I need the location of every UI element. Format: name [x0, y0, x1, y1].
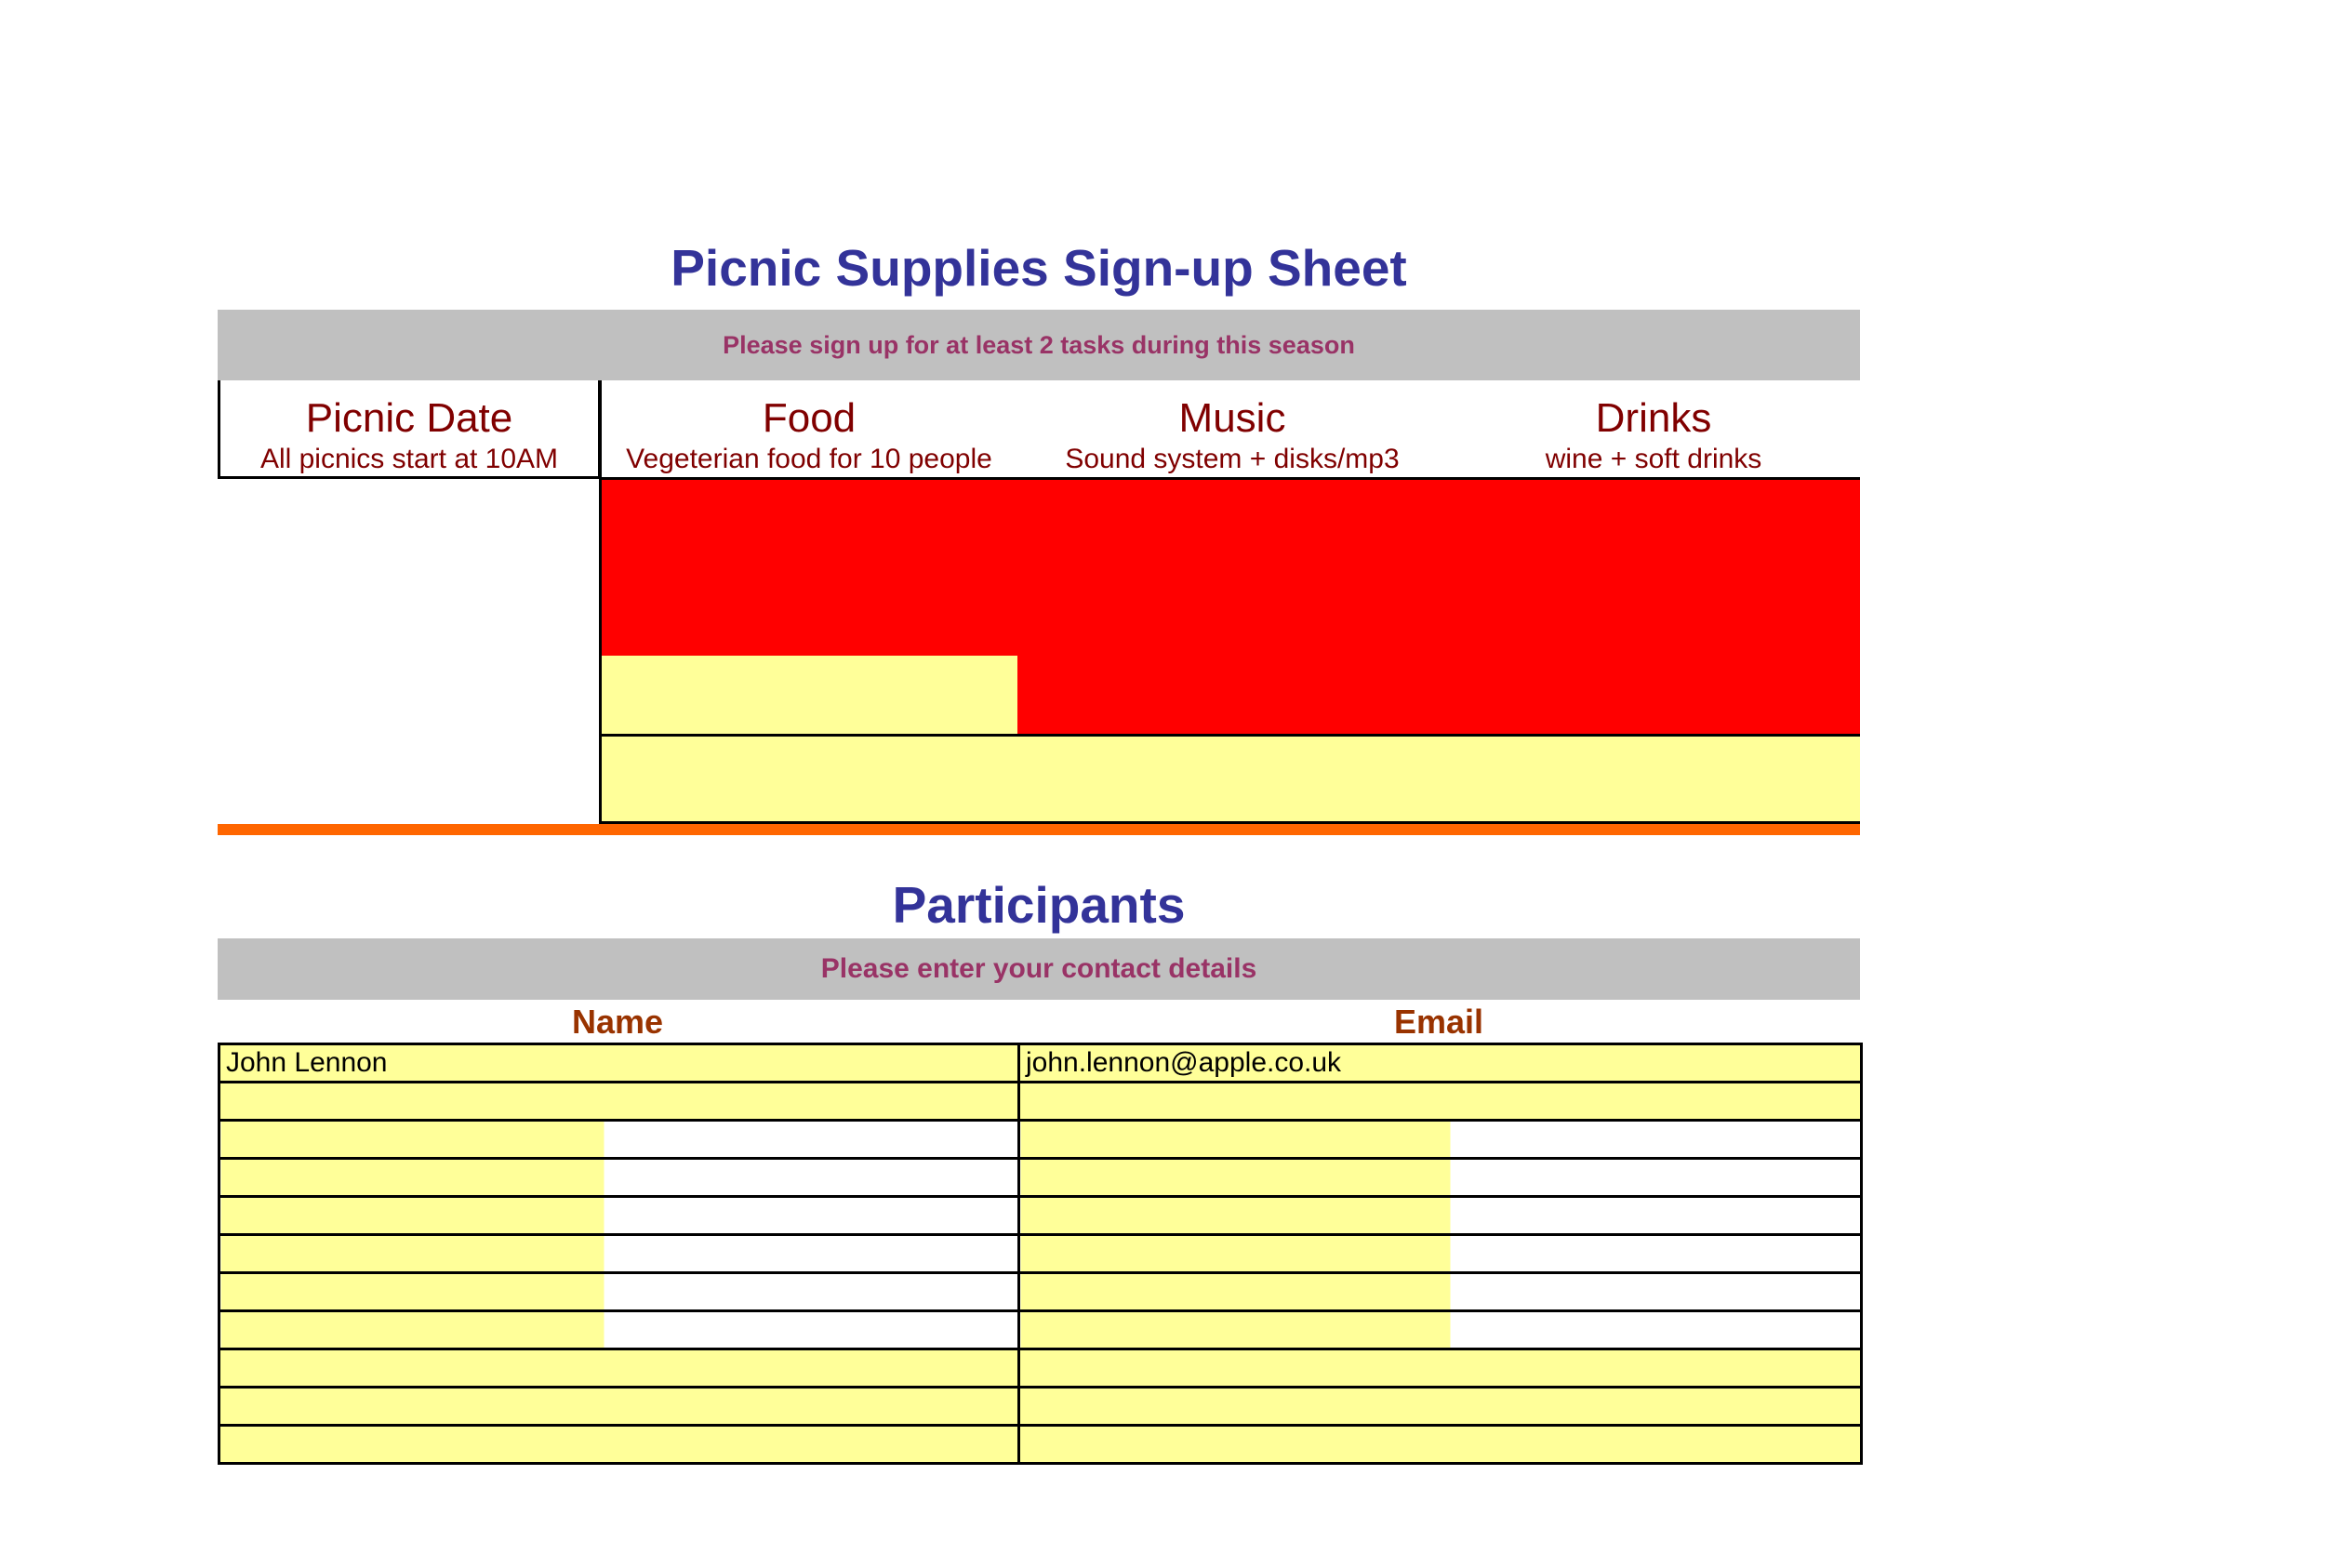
email-cell[interactable] [1019, 1235, 1862, 1273]
email-cell[interactable]: john.lennon@apple.co.uk [1019, 1044, 1862, 1083]
column-header-music [1017, 380, 1447, 479]
name-cell[interactable] [219, 1311, 1019, 1349]
column-header-picnic-date [218, 380, 601, 479]
grid-border [599, 380, 602, 824]
participants-instruction-bar: Please enter your contact details [218, 938, 1860, 1000]
section-divider [218, 824, 1860, 835]
table-row [219, 1083, 1862, 1121]
column-subheading: Sound system + disks/mp3 [1065, 444, 1400, 474]
name-cell[interactable] [219, 1121, 1019, 1159]
column-subheading: Vegeterian food for 10 people [626, 444, 992, 474]
name-cell[interactable] [219, 1083, 1019, 1121]
column-heading: Picnic Date [305, 395, 513, 441]
name-cell[interactable] [219, 1388, 1019, 1426]
table-row [219, 1121, 1862, 1159]
name-cell[interactable] [219, 1159, 1019, 1197]
table-row [219, 1044, 1862, 1083]
name-cell[interactable] [219, 1349, 1019, 1388]
email-cell[interactable] [1019, 1197, 1862, 1235]
column-heading: Food [762, 395, 857, 441]
name-cell[interactable] [219, 1235, 1019, 1273]
name-cell[interactable]: John Lennon [219, 1044, 1019, 1083]
table-row [219, 1197, 1862, 1235]
column-header-food [601, 380, 1017, 479]
email-cell[interactable] [1019, 1121, 1862, 1159]
participants-title: Participants [892, 876, 1186, 934]
grid-border [601, 477, 1860, 480]
name-cell[interactable] [219, 1197, 1019, 1235]
email-cell[interactable] [1019, 1273, 1862, 1311]
column-subheading: All picnics start at 10AM [259, 444, 559, 474]
table-row [219, 1349, 1862, 1388]
signup-instruction-bar: Please sign up for at least 2 tasks during this season [218, 310, 1860, 380]
grid-border [601, 734, 1860, 737]
column-header-drinks [1447, 380, 1860, 479]
email-cell[interactable] [1019, 1426, 1862, 1464]
table-row [219, 1426, 1862, 1464]
signup-row-yellow[interactable] [601, 736, 1860, 824]
column-subheading: wine + soft drinks [1545, 444, 1762, 474]
signup-cells-red[interactable] [601, 477, 1860, 656]
participants-table [218, 1043, 1863, 1465]
email-column-header: Email [1393, 1003, 1484, 1041]
table-row [219, 1273, 1862, 1311]
signup-title: Picnic Supplies Sign-up Sheet [671, 239, 1407, 297]
name-column-header: Name [571, 1003, 664, 1041]
signup-cells-red-lower[interactable] [1017, 656, 1860, 736]
table-row [219, 1311, 1862, 1349]
name-cell[interactable] [219, 1273, 1019, 1311]
email-cell[interactable] [1019, 1349, 1862, 1388]
email-cell[interactable] [1019, 1159, 1862, 1197]
name-cell[interactable] [219, 1426, 1019, 1464]
table-row [219, 1388, 1862, 1426]
table-row [219, 1235, 1862, 1273]
email-cell[interactable] [1019, 1388, 1862, 1426]
email-cell[interactable] [1019, 1083, 1862, 1121]
column-heading: Drinks [1595, 395, 1712, 441]
column-heading: Music [1178, 395, 1286, 441]
signup-cell-food-yellow[interactable] [601, 656, 1017, 736]
table-row [219, 1159, 1862, 1197]
email-cell[interactable] [1019, 1311, 1862, 1349]
